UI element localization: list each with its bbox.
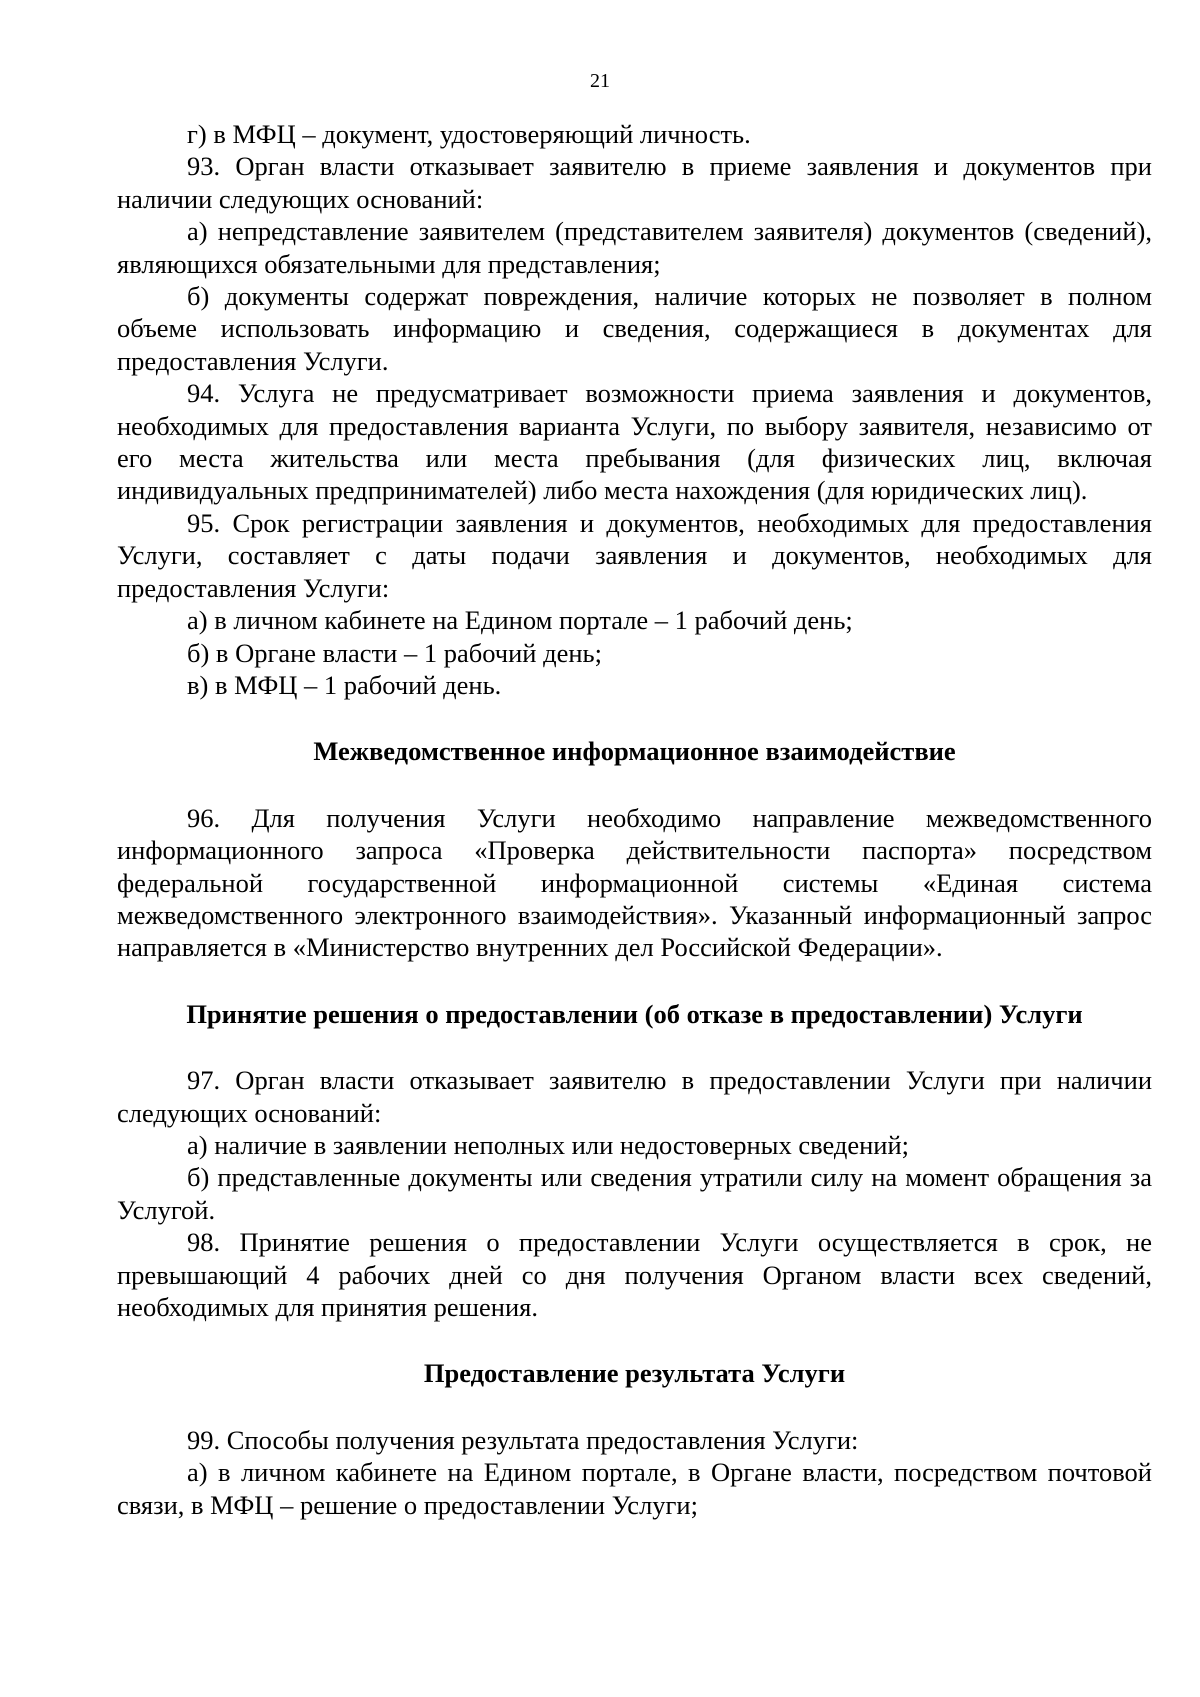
section-heading-result: Предоставление результата Услуги <box>423 1358 846 1389</box>
paragraph-93: 93. Орган власти отказывает заявителю в приеме заявления и документов при наличии следующих оснований: <box>117 151 1152 214</box>
paragraph-96: 96. Для получения Услуги необходимо направление межведомственного информационного запроса «Проверка действительности паспорта» посредством федеральной государственной информационной системы «Единая система межведомственного электронного взаимодействия». Указанный информационный запрос направляется в «Министерство внутренних дел Российской Федерации». <box>117 802 1152 963</box>
paragraph-94: 94. Услуга не предусматривает возможности приема заявления и документов, необходимых для предоставления варианта Услуги, по выбору заявителя, независимо от его места жительства или места пребывания (для физических лиц, включая индивидуальных предпринимателей) либо места нахождения (для юридических лиц). <box>117 378 1152 506</box>
paragraph-g-mfc: г) в МФЦ – документ, удостоверяющий личность. <box>187 119 751 149</box>
paragraph-97: 97. Орган власти отказывает заявителю в предоставлении Услуги при наличии следующих оснований: <box>117 1065 1152 1128</box>
section-heading-decision: Принятие решения о предоставлении (об отказе в предоставлении) Услуги <box>186 998 1083 1029</box>
document-body <box>117 118 1152 1521</box>
section-heading-interagency: Межведомственное информационное взаимодействие <box>313 736 956 767</box>
paragraph-93-a: а) непредставление заявителем (представителем заявителя) документов (сведений), являющихся обязательными для представления; <box>117 216 1152 279</box>
page-number: 21 <box>590 70 610 92</box>
paragraph-97-a: а) наличие в заявлении неполных или недостоверных сведений; <box>187 1129 910 1160</box>
paragraph-97-b: б) представленные документы или сведения утратили силу на момент обращения за Услугой. <box>117 1162 1152 1225</box>
paragraph-99-a: а) в личном кабинете на Едином портале, в Органе власти, посредством почтовой связи, в МФЦ – решение о предоставлении Услуги; <box>117 1457 1152 1520</box>
paragraph-95-v: в) в МФЦ – 1 рабочий день. <box>187 669 502 700</box>
paragraph-95-b: б) в Органе власти – 1 рабочий день; <box>187 637 602 668</box>
paragraph-98: 98. Принятие решения о предоставлении Услуги осуществляется в срок, не превышающий 4 рабочих дней со дня получения Органом власти всех сведений, необходимых для принятия решения. <box>117 1227 1152 1322</box>
paragraph-99: 99. Способы получения результата предоставления Услуги: <box>187 1424 859 1455</box>
paragraph-93-b: б) документы содержат повреждения, наличие которых не позволяет в полном объеме использовать информацию и сведения, содержащиеся в документах для предоставления Услуги. <box>117 281 1152 376</box>
paragraph-95-a: а) в личном кабинете на Едином портале – 1 рабочий день; <box>187 605 853 636</box>
paragraph-95: 95. Срок регистрации заявления и документов, необходимых для предоставления Услуги, составляет с даты подачи заявления и документов, необходимых для предоставления Услуги: <box>117 507 1152 603</box>
